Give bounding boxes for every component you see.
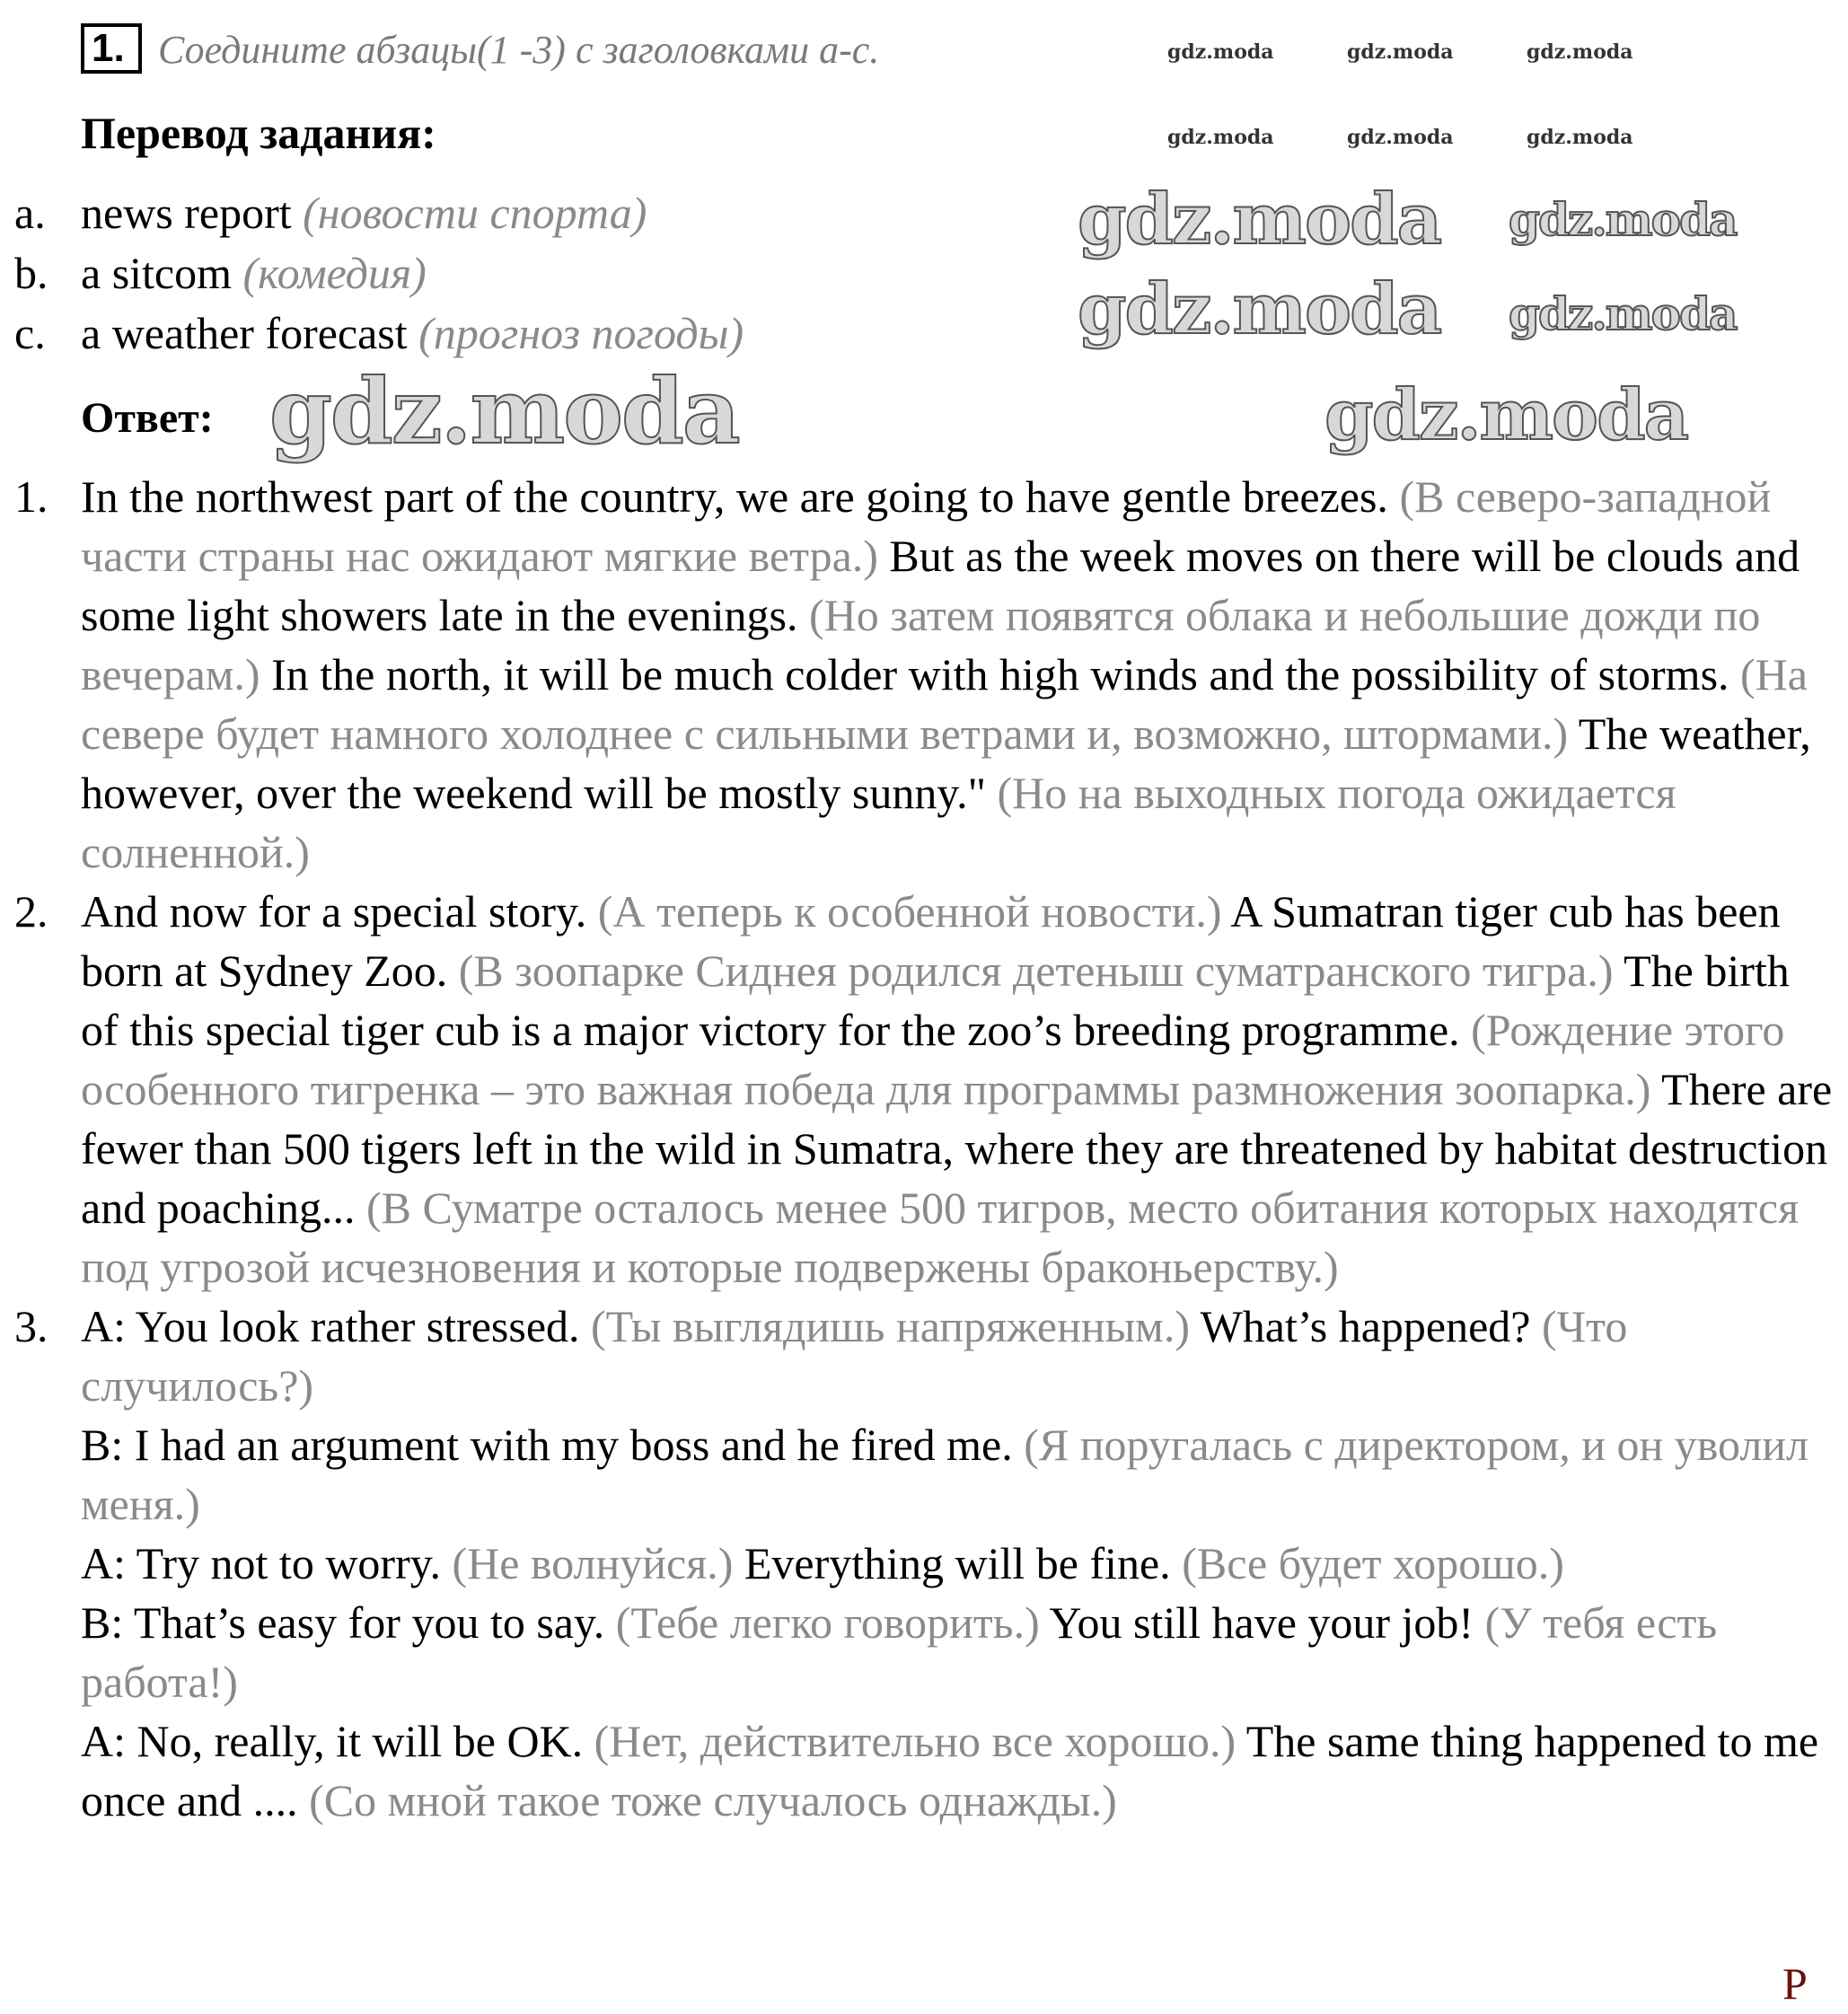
answer-label: Ответ: xyxy=(81,394,214,442)
watermark-logo: gdz.moda xyxy=(1324,374,1688,456)
russian-translation: (Со мной такое тоже случалось однажды.) xyxy=(309,1775,1117,1825)
english-text: A: Try not to worry. xyxy=(81,1538,441,1588)
dialogue-line xyxy=(81,1415,1837,1534)
russian-translation: (На севере будет намного холоднее с сильными ветрами и, возможно, штормами.) xyxy=(81,649,1808,759)
answer-list xyxy=(14,467,1837,1830)
item-number: 1. xyxy=(14,471,48,522)
english-text: The same thing happened to me once and .... xyxy=(81,1716,1819,1825)
russian-translation: (Ты выглядишь напряженным.) xyxy=(591,1301,1190,1351)
watermark-logo: gdz.moda xyxy=(1509,287,1737,340)
watermark-small: gdz.moda xyxy=(1347,126,1454,149)
english-text: In the northwest part of the country, we are going to have gentle breezes. xyxy=(81,471,1388,522)
option-label: c. xyxy=(14,308,46,358)
russian-translation: (В Суматре осталось менее 500 тигров, место обитания которых находятся под угрозой исчезновения и которые подвержены браконьерству.) xyxy=(81,1183,1800,1292)
dialogue-line xyxy=(81,1534,1837,1593)
english-text: The weather, however, over the weekend will be mostly sunny." xyxy=(81,708,1811,818)
option-a xyxy=(14,183,647,243)
russian-translation: (У тебя есть работа!) xyxy=(81,1597,1718,1707)
english-text: A Sumatran tiger cub has been born at Sydney Zoo. xyxy=(81,886,1781,996)
russian-translation: (Но на выходных погода ожидается солненной.) xyxy=(81,768,1676,877)
answer-item-1 xyxy=(14,467,1837,882)
answer-item-2 xyxy=(14,882,1837,1297)
russian-translation: (В зоопарке Сиднея родился детеныш суматранского тигра.) xyxy=(458,945,1614,996)
option-label: a. xyxy=(14,188,46,238)
option-translation: (новости спорта) xyxy=(303,188,647,238)
english-text: There are fewer than 500 tigers left in the wild in Sumatra, where they are threatened by habitat destruction and poaching... xyxy=(81,1064,1833,1233)
russian-translation: (Не волнуйся.) xyxy=(452,1538,734,1588)
russian-translation: (Все будет хорошо.) xyxy=(1182,1538,1564,1588)
english-text: But as the week moves on there will be clouds and some light showers late in the evenings. xyxy=(81,531,1800,640)
dialogue-line xyxy=(81,1711,1837,1830)
translation-heading: Перевод задания: xyxy=(81,108,436,158)
watermark-small: gdz.moda xyxy=(1527,40,1633,64)
watermark-logo: gdz.moda xyxy=(1078,268,1441,350)
english-text: Everything will be fine. xyxy=(744,1538,1171,1588)
item-number: 2. xyxy=(14,886,48,937)
option-translation: (прогноз погоды) xyxy=(418,308,744,358)
watermark-small: gdz.moda xyxy=(1167,126,1274,149)
item-number: 3. xyxy=(14,1301,48,1351)
watermark-small: gdz.moda xyxy=(1167,40,1274,64)
dialogue-line xyxy=(81,1593,1837,1711)
watermark-small: gdz.moda xyxy=(1527,126,1633,149)
english-text: In the north, it will be much colder with high winds and the possibility of storms. xyxy=(271,649,1729,699)
dialogue-line xyxy=(81,1297,1837,1415)
watermark-small: gdz.moda xyxy=(1347,40,1454,64)
english-text: B: That’s easy for you to say. xyxy=(81,1597,605,1648)
watermark-logo: gdz.moda xyxy=(269,358,739,464)
answer-item-3 xyxy=(14,1297,1837,1830)
option-text: a weather forecast xyxy=(81,308,408,358)
russian-translation: (Тебе легко говорить.) xyxy=(615,1597,1040,1648)
watermark-logo: gdz.moda xyxy=(1509,193,1737,246)
english-text: A: You look rather stressed. xyxy=(81,1301,580,1351)
russian-translation: (Рождение этого особенного тигренка – это важная победа для программы размножения зоопарка.) xyxy=(81,1005,1785,1114)
watermark-logo: gdz.moda xyxy=(1078,179,1441,260)
english-text: You still have your job! xyxy=(1049,1597,1474,1648)
option-text: a sitcom xyxy=(81,248,233,298)
russian-translation: (Я поругалась с директором, и он уволил меня.) xyxy=(81,1420,1809,1529)
task-number-box: 1. xyxy=(81,23,142,74)
russian-translation: (Что случилось?) xyxy=(81,1301,1628,1411)
russian-translation: (Нет, действительно все хорошо.) xyxy=(594,1716,1236,1766)
russian-translation: (А теперь к особенной новости.) xyxy=(597,886,1222,937)
option-c xyxy=(14,303,744,364)
english-text: What’s happened? xyxy=(1200,1301,1531,1351)
option-b xyxy=(14,243,427,303)
english-text: And now for a special story. xyxy=(81,886,587,937)
option-label: b. xyxy=(14,248,48,298)
page-mark: P xyxy=(1782,1958,1808,2009)
english-text: A: No, really, it will be OK. xyxy=(81,1716,584,1766)
russian-translation: (Но затем появятся облака и небольшие дожди по вечерам.) xyxy=(81,590,1761,699)
english-text: The birth of this special tiger cub is a major victory for the zoo’s breeding programme. xyxy=(81,945,1790,1055)
option-translation: (комедия) xyxy=(242,248,427,298)
english-text: B: I had an argument with my boss and he fired me. xyxy=(81,1420,1013,1470)
task-instruction: Соедините абзацы(1 -3) с заголовками a-c. xyxy=(158,28,880,72)
option-text: news report xyxy=(81,188,292,238)
russian-translation: (В северо-западной части страны нас ожидают мягкие ветра.) xyxy=(81,471,1772,581)
